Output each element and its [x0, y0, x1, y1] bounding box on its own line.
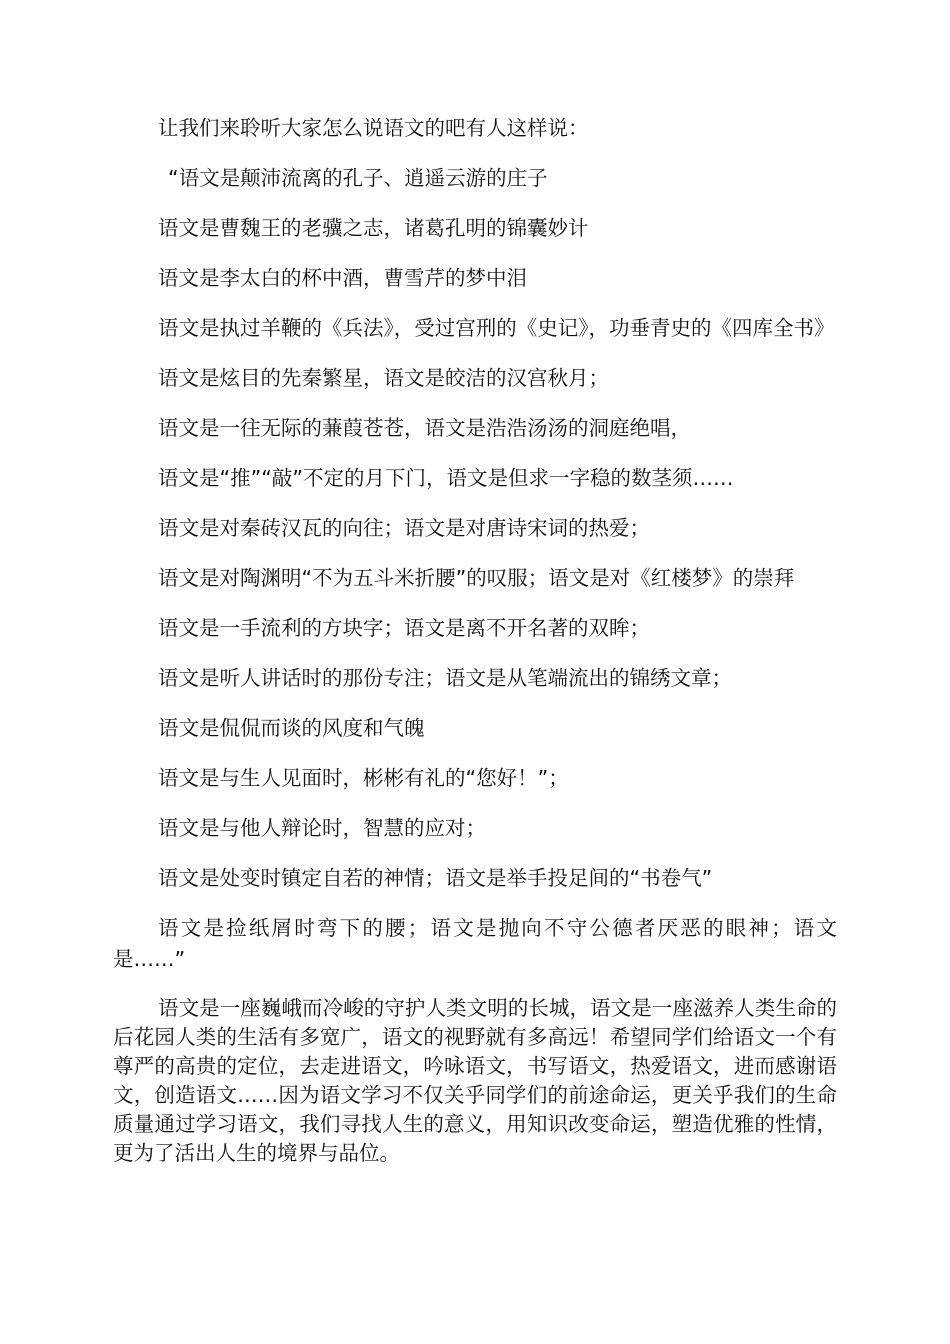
paragraph-eloquence: 语文是侃侃而谈的风度和气魄 [158, 716, 425, 740]
paragraph-tao-yuanming: 语文是对陶渊明“不为五斗米折腰”的叹服；语文是对《红楼梦》的崇拜 [158, 566, 795, 590]
paragraph-handwriting: 语文是一手流利的方块字；语文是离不开名著的双眸； [158, 616, 650, 640]
paragraph-greeting: 语文是与生人见面时，彬彬有礼的“您好！”； [158, 766, 569, 790]
paragraph-classics: 语文是执过羊鞭的《兵法》，受过宫刑的《史记》，功垂青史的《四库全书》 [158, 316, 835, 340]
paragraph-confucius: “语文是颠沛流离的孔子、逍遥云游的庄子 [168, 166, 548, 190]
paragraph-conclusion: 语文是一座巍峨而冷峻的守护人类文明的长城，语文是一座滋养人类生命的后花园人类的生活有多宽广，语文的视野就有多高远！希望同学们给语文一个有尊严的高贵的定位，去走进语文，吟咏语文，书写语文，热爱语文，进而感谢语文，创造语文……因为语文学习不仅关乎同学们的前途命运，更关乎我们的生命质量通过学习语文，我们寻找人生的意义，用知识改变命运，塑造优雅的性情，更为了活出人生的境界与品位。 [113, 996, 837, 1165]
paragraph-cao-wei: 语文是曹魏王的老骥之志，诸葛孔明的锦囊妙计 [158, 216, 589, 240]
paragraph-push-knock: 语文是“推”“敲”不定的月下门，语文是但求一字稳的数茎须…… [158, 466, 734, 490]
document-body [113, 113, 837, 1187]
paragraph-intro: 让我们来聆听大家怎么说语文的吧有人这样说： [158, 116, 589, 140]
paragraph-litter: 语文是捡纸屑时弯下的腰；语文是抛向不守公德者厌恶的眼神；语文是……” [113, 916, 837, 971]
paragraph-listening: 语文是听人讲话时的那份专注；语文是从笔端流出的锦绣文章； [158, 666, 732, 690]
paragraph-bricks: 语文是对秦砖汉瓦的向往；语文是对唐诗宋词的热爱； [158, 516, 650, 540]
paragraph-composure: 语文是处变时镇定自若的神情；语文是举手投足间的“书卷气” [158, 866, 713, 890]
paragraph-debate: 语文是与他人辩论时，智慧的应对； [158, 816, 486, 840]
paragraph-stars: 语文是炫目的先秦繁星，语文是皎洁的汉宫秋月； [158, 366, 609, 390]
paragraph-li-bai: 语文是李太白的杯中酒，曹雪芹的梦中泪 [158, 266, 527, 290]
paragraph-reeds: 语文是一往无际的蒹葭苍苍，语文是浩浩汤汤的洞庭绝唱， [158, 416, 691, 440]
